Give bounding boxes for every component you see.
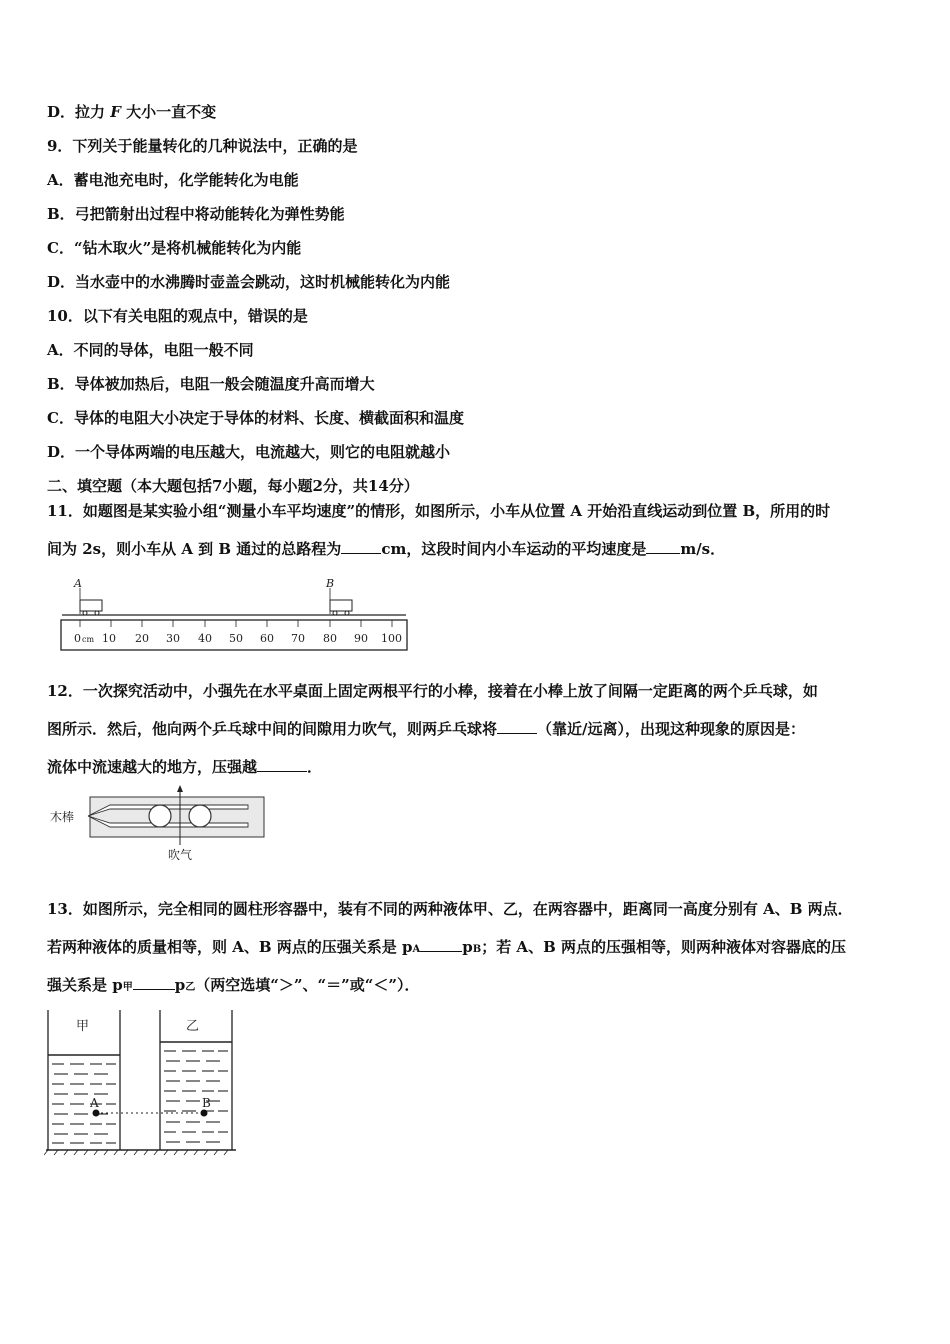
q12-text-a: 图所示．然后，他向两个乒乓球中间的间隙用力吹气，则两乒乓球将 [47,720,498,738]
q13-line1: 13．如图所示，完全相同的圆柱形容器中，装有不同的两种液体甲、乙，在两容器中，距离同一高度分别有 A、B 两点． [47,900,853,918]
point-b-label: B [202,1096,211,1110]
q12-line3 [47,757,322,777]
q10-option-a: A．不同的导体，电阻一般不同 [47,341,254,359]
tick-unit: cm [82,635,95,644]
q9-stem: 9．下列关于能量转化的几种说法中，正确的是 [47,137,358,155]
q11-text-a: 间为 2s，则小车从 A 到 B 通过的总路程为 [47,540,342,558]
q13-blank-bottom-pressure[interactable] [133,975,175,990]
q13-text-e: （两空选填“＞”、“＝”或“＜”）． [195,976,420,994]
q12-pingpong-figure [48,783,273,865]
q11-blank-distance[interactable] [341,539,381,554]
container-yi-label: 乙 [186,1019,200,1034]
q13-line3 [47,975,420,998]
cart-a [80,588,102,615]
q9-option-d: D．当水壶中的水沸腾时壶盖会跳动，这时机械能转化为内能 [47,273,451,291]
q12-line2 [47,719,805,739]
q12-blank-direction[interactable] [497,719,537,734]
tick-50: 50 [229,632,243,645]
tick-80: 80 [323,632,337,645]
q12-blank-pressure[interactable] [257,757,307,772]
q12-text-d: ． [307,758,323,776]
ball-right [189,805,211,827]
section-title: 二、填空题（本大题包括7小题，每小题2分，共14分） [47,477,419,495]
q12-text-b: （靠近/远离），出现这种现象的原因是： [537,720,805,738]
q11-ruler-figure [60,574,410,654]
q13-sub-a: A [412,944,421,955]
q11-line1: 11．如题图是某实验小组“测量小车平均速度”的情形，如图所示，小车从位置 A 开始沿直线运动到位置 B，所用的时 [47,502,831,520]
q9-option-b: B．弓把箭射出过程中将动能转化为弹性势能 [47,205,345,223]
cart-b [330,588,352,615]
q13-blank-point-pressure[interactable] [420,937,462,952]
tick-60: 60 [260,632,274,645]
q11-blank-speed[interactable] [646,539,680,554]
q13-containers-figure [44,1008,240,1156]
liquid-jia [48,1055,120,1143]
tick-90: 90 [354,632,368,645]
q9-option-c: C．“钻木取火”是将机械能转化为内能 [47,239,302,257]
table-surface [90,797,264,837]
q12-text-c: 流体中流速越大的地方，压强越 [47,758,258,776]
tick-30: 30 [166,632,180,645]
q13-p-b: p [462,938,473,956]
q11-text-b: cm，这段时间内小车运动的平均速度是 [381,540,647,558]
q13-sub-b: B [472,944,482,955]
q13-text-d: 强关系是 p [47,976,123,994]
q9-option-a: A．蓄电池充电时，化学能转化为电能 [47,171,299,189]
tick-40: 40 [198,632,212,645]
tick-100: 100 [381,632,402,645]
blow-arrowhead [177,785,183,792]
stick-label: 木棒 [50,810,75,824]
q8-option-d-var: F [110,103,121,121]
tick-70: 70 [291,632,305,645]
q13-text-a: 若两种液体的质量相等，则 A、B 两点的压强关系是 p [47,938,413,956]
point-a [93,1110,100,1117]
q13-line2 [47,937,846,960]
blow-label: 吹气 [168,848,193,862]
q8-option-d-rest: 大小一直不变 [126,103,217,121]
cart-b-label: B [326,577,335,590]
q13-p-yi: p [174,976,186,994]
q13-sub-jia: 甲 [122,982,133,993]
cart-a-label: A [74,577,82,590]
q10-option-d: D．一个导体两端的电压越大，电流越大，则它的电阻就越小 [47,443,451,461]
q11-line2 [47,539,725,559]
q8-option-d [47,102,216,122]
liquid-yi [160,1042,232,1142]
q10-option-b: B．导体被加热后，电阻一般会随温度升高而增大 [47,375,375,393]
q8-option-d-text: D．拉力 [47,103,106,121]
q12-line1: 12．一次探究活动中，小强先在水平桌面上固定两根平行的小棒，接着在小棒上放了间隔一定距离的两个乒乓球，如 [47,682,818,700]
tick-0: 0 [74,632,81,645]
point-a-label: A [90,1096,99,1110]
q13-sub-yi: 乙 [185,982,196,993]
q10-option-c: C．导体的电阻大小决定于导体的材料、长度、横截面积和温度 [47,409,464,427]
container-jia-label: 甲 [76,1019,90,1034]
tick-10: 10 [102,632,116,645]
tick-20: 20 [135,632,149,645]
ball-left [149,805,171,827]
point-b [201,1110,208,1117]
q10-stem: 10．以下有关电阻的观点中，错误的是 [47,307,308,325]
q11-text-c: m/s． [680,540,726,558]
q13-text-c: ；若 A、B 两点的压强相等，则两种液体对容器底的压 [481,938,846,956]
